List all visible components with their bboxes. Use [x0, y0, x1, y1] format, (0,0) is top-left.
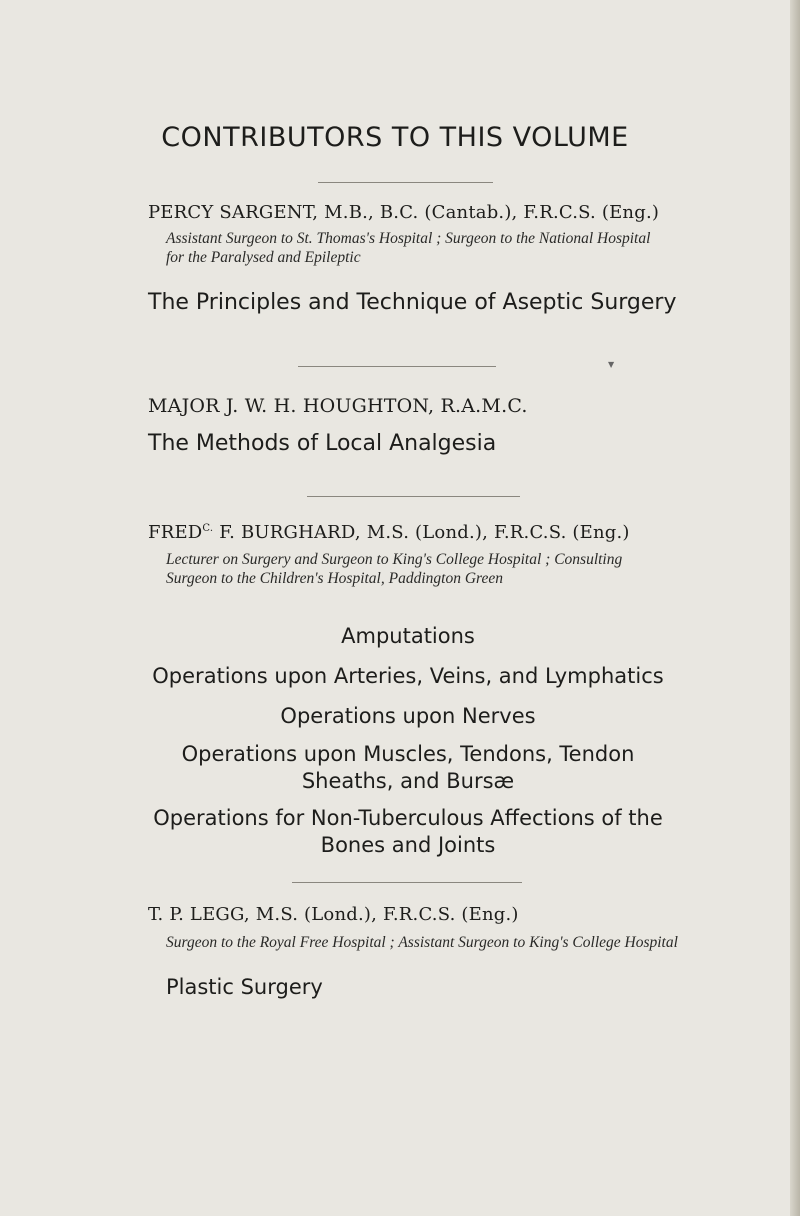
contributor-topic: Operations upon Arteries, Veins, and Lymphatics	[152, 664, 664, 688]
contributor-name: MAJOR J. W. H. HOUGHTON, R.A.M.C.	[148, 395, 528, 417]
contributor-topic: Operations upon Muscles, Tendons, Tendon Sheaths, and Bursæ	[181, 742, 635, 793]
name-rest: F. BURGHARD, M.S. (Lond.), F.R.C.S. (Eng.)	[213, 522, 630, 543]
contributor-name: PERCY SARGENT, M.B., B.C. (Cantab.), F.R.C.S. (Eng.)	[148, 202, 660, 223]
contributor-description: Lecturer on Surgery and Surgeon to King's College Hospital ; Consulting Surgeon to the Children's Hospital, Paddington Green	[166, 551, 623, 587]
contributor-topic: The Methods of Local Analgesia	[148, 431, 497, 456]
page-edge	[790, 0, 800, 1216]
divider	[307, 496, 520, 497]
page-title: CONTRIBUTORS TO THIS VOLUME	[161, 122, 629, 153]
contributor-topic: Amputations	[341, 624, 475, 648]
stray-mark: ▼	[608, 360, 615, 369]
contributor-description: Assistant Surgeon to St. Thomas's Hospital ; Surgeon to the National Hospital for the Paralysed and Epileptic	[166, 230, 651, 266]
contributor-topic: Plastic Surgery	[166, 975, 323, 999]
contributor-topic: Operations upon Nerves	[280, 704, 536, 728]
divider	[292, 882, 522, 883]
contributor-name	[148, 522, 630, 543]
name-superscript: C.	[202, 523, 214, 534]
divider	[298, 366, 496, 367]
contributor-name: T. P. LEGG, M.S. (Lond.), F.R.C.S. (Eng.)	[148, 904, 519, 925]
divider	[318, 182, 493, 183]
contributor-topic: The Principles and Technique of Aseptic Surgery	[148, 290, 677, 315]
contributor-topic: Operations for Non-Tuberculous Affections of the Bones and Joints	[153, 806, 663, 857]
name-prefix: FRED	[148, 522, 203, 543]
contributor-description: Surgeon to the Royal Free Hospital ; Assistant Surgeon to King's College Hospital	[166, 934, 678, 951]
